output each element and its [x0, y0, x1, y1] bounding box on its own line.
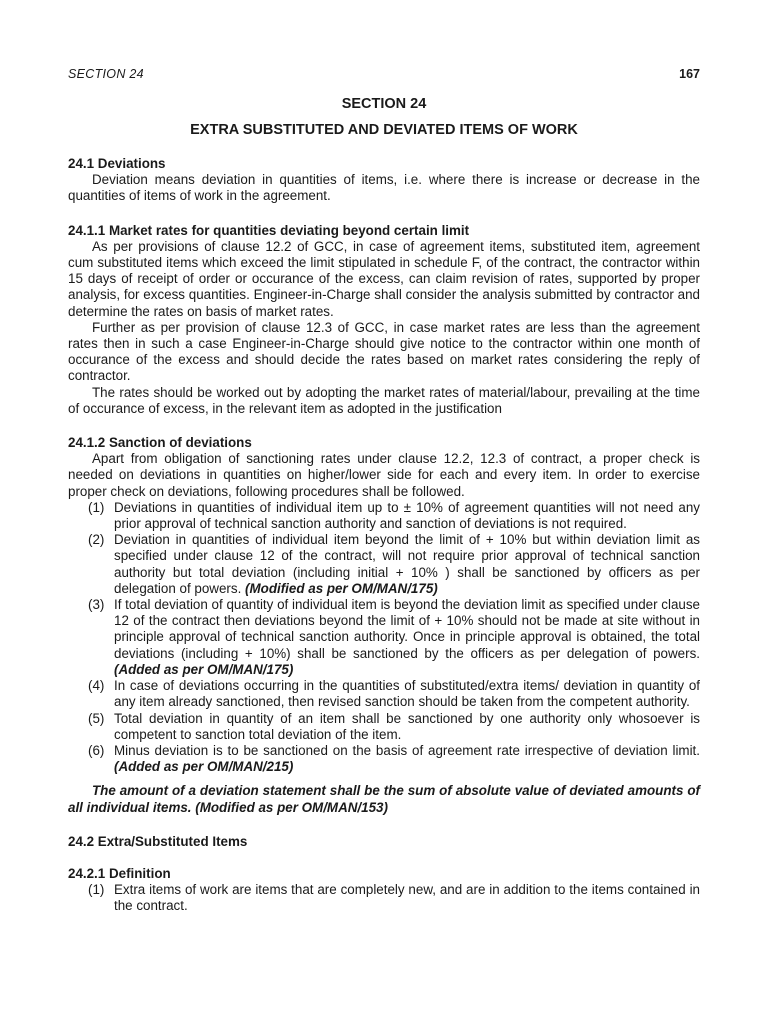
- deviation-procedures-list: [68, 500, 700, 775]
- list-item-number: (1): [88, 882, 105, 898]
- section-title: SECTION 24: [341, 96, 427, 112]
- list-item: [68, 711, 700, 743]
- list-item: [68, 678, 700, 710]
- heading-24-1: 24.1 Deviations: [68, 156, 166, 171]
- paragraph-market-rates-1: As per provisions of clause 12.2 of GCC, in case of agreement items, substituted item, agreement cum substituted items which exceed the limit stipulated in schedule F, of the contract, the contractor within 15 days of receipt of order or occurance of the excess, can claim revision of rates, supported by proper analysis, for excess quantities. Engineer-in-Charge shall consider the analysis submitted by contractor and determine the rates on basis of market rates.: [68, 238, 700, 319]
- paragraph-deviations: Deviation means deviation in quantities of items, i.e. where there is increase or decrease in the quantities of items of work in the agreement.: [68, 172, 700, 204]
- paragraph-market-rates-3: The rates should be worked out by adopting the market rates of material/labour, prevailing at the time of occurance of excess, in the relevant item as adopted in the justification: [68, 384, 700, 416]
- definition-list: [68, 882, 700, 914]
- list-item-text: Deviations in quantities of individual item up to ± 10% of agreement quantities will not need any prior approval of technical sanction authority and sanction of deviations is not required.: [114, 499, 700, 532]
- heading-24-2-1: 24.2.1 Definition: [68, 865, 171, 881]
- list-item-number: (3): [88, 597, 105, 613]
- deviation-statement-note: The amount of a deviation statement shall be the sum of absolute value of deviated amounts of all individual items. (Modified as per OM/MAN/153): [68, 783, 700, 815]
- list-item-number: (5): [88, 710, 105, 726]
- list-item-number: (4): [88, 678, 105, 694]
- page-number: 167: [679, 67, 700, 81]
- list-item-text: If total deviation of quantity of individual item is beyond the deviation limit as specified under clause 12 of the contract then deviations beyond the limit of + 10% should not be made at site without in principle approval of technical sanction authority. Once in principle approval is obtained, the total deviations (including + 10%) shall be sanctioned by the officers as per delegation of powers.: [114, 597, 700, 661]
- paragraph-market-rates-2: Further as per provision of clause 12.3 of GCC, in case market rates are less than the agreement rates then in such a case Engineer-in-Charge should give notice to the contractor within one month of occurance of the excess and should decide the rates based on market rates considering the reply of contractor.: [68, 319, 700, 384]
- amendment-note: (Added as per OM/MAN/175): [114, 661, 294, 677]
- list-item-text: Total deviation in quantity of an item shall be sanctioned by one authority only whosoever is competent to sanction total deviation of the item.: [114, 710, 700, 742]
- heading-24-1-1: 24.1.1 Market rates for quantities deviating beyond certain limit: [68, 222, 470, 238]
- list-item: [68, 597, 700, 678]
- list-item-number: (1): [88, 499, 105, 515]
- list-item: [68, 882, 700, 914]
- section-subtitle: EXTRA SUBSTITUTED AND DEVIATED ITEMS OF WORK: [190, 122, 578, 138]
- list-item: [68, 532, 700, 597]
- document-body: [68, 156, 700, 915]
- list-item: [68, 500, 700, 532]
- paragraph-sanction-intro: Apart from obligation of sanctioning rates under clause 12.2, 12.3 of contract, a proper check is needed on deviations in quantities on higher/lower side for each and every item. In order to exercise proper check on deviations, following procedures shall be followed.: [68, 451, 700, 499]
- list-item-number: (2): [88, 532, 105, 548]
- heading-24-1-2: 24.1.2 Sanction of deviations: [68, 435, 252, 451]
- list-item-text: In case of deviations occurring in the quantities of substituted/extra items/ deviation in quantity of any item already sanctioned, then revised sanction should be taken from the competent authority.: [114, 678, 700, 710]
- running-header: [68, 67, 700, 83]
- list-item-text: Minus deviation is to be sanctioned on the basis of agreement rate irrespective of deviation limit.: [114, 742, 700, 758]
- amendment-note: (Added as per OM/MAN/215): [114, 759, 294, 775]
- running-header-section: SECTION 24: [68, 67, 144, 81]
- list-item-text: Deviation in quantities of individual item beyond the limit of + 10% but within deviation limit as specified under clause 12 of the contract, will not require prior approval of technical sanction authority but total deviation (including initial + 10% ) shall be sanctioned by officers as per delegation of powers.: [114, 532, 700, 596]
- amendment-note: (Modified as per OM/MAN/175): [245, 580, 438, 596]
- heading-24-2: 24.2 Extra/Substituted Items: [68, 833, 248, 849]
- list-item-number: (6): [88, 742, 105, 758]
- list-item: [68, 743, 700, 775]
- list-item-text: Extra items of work are items that are completely new, and are in addition to the items contained in the contract.: [114, 882, 700, 914]
